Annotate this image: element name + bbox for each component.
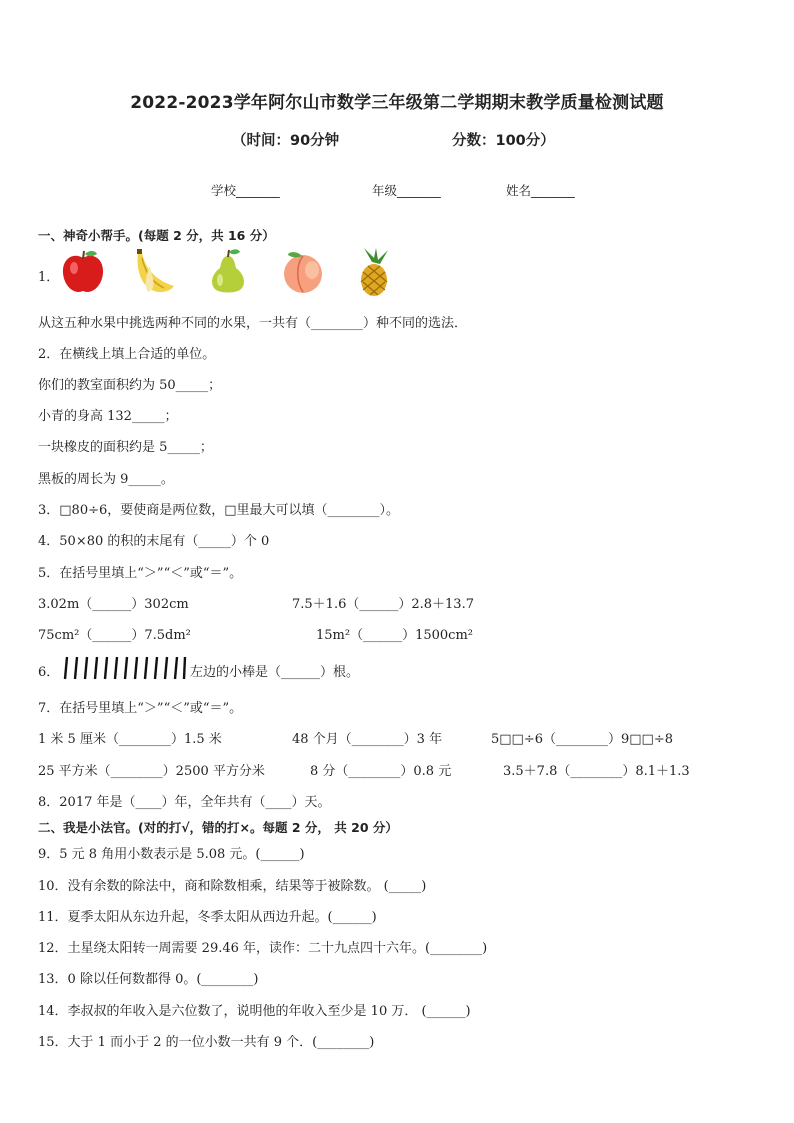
pineapple-icon [352,248,396,298]
question-11: 11．夏季太阳从东边升起，冬季太阳从西边升起。(______) [38,910,377,925]
question-2-b: 小青的身高 132_____； [38,409,178,424]
question-8: 8．2017 年是（____）年，全年共有（____）天。 [38,795,331,810]
question-3: 3．□80÷6，要使商是两位数，□里最大可以填（________）。 [38,503,400,518]
question-2-a: 你们的教室面积约为 50_____； [38,378,222,393]
question-4: 4．50×80 的积的末尾有（_____）个 0 [38,534,270,549]
question-15: 15．大于 1 而小于 2 的一位小数一共有 9 个．(________) [38,1035,375,1050]
question-7-b: 48 个月（________）3 年 [292,732,443,747]
question-7: 7．在括号里填上“＞”“＜”或“＝”。 [38,701,243,716]
pear-icon [206,248,250,296]
page-title: 2022-2023学年阿尔山市数学三年级第二学期期末教学质量检测试题 [130,93,664,113]
question-14: 14．李叔叔的年收入是六位数了，说明他的年收入至少是 10 万． (______) [38,1004,471,1019]
question-10: 10．没有余数的除法中，商和除数相乘，结果等于被除数。 (_____) [38,879,427,894]
question-5: 5．在括号里填上“＞”“＜”或“＝”。 [38,566,243,581]
score-info: 分数：100分） [452,133,555,149]
question-13: 13．0 除以任何数都得 0。(________) [38,972,259,987]
question-5-a: 3.02m（______）302cm [38,597,189,612]
question-7-c: 5□□÷6（________）9□□÷8 [491,732,674,747]
peach-icon [280,248,326,296]
question-7-d: 25 平方米（________）2500 平方分米 [38,764,265,779]
question-5-c: 75cm²（______）7.5dm² [38,628,191,643]
name-field: 姓名_______ [506,183,575,198]
section-2-heading: 二、我是小法官。(对的打√，错的打×。每题 2 分， 共 20 分） [38,820,398,835]
sticks-figure [62,655,187,681]
question-6-text: 左边的小棒是（______）根。 [190,665,360,680]
question-9: 9．5 元 8 角用小数表示是 5.08 元。(______) [38,847,305,862]
banana-icon [130,248,178,296]
question-1-number: 1． [38,270,60,285]
question-7-e: 8 分（________）0.8 元 [310,764,452,779]
question-6-number: 6． [38,665,60,680]
grade-field: 年级_______ [372,183,441,198]
question-5-d: 15m²（______）1500cm² [316,628,473,643]
question-1-text: 从这五种水果中挑选两种不同的水果，一共有（________）种不同的选法． [38,316,468,331]
section-1-heading: 一、神奇小帮手。(每题 2 分，共 16 分） [38,228,275,243]
question-2: 2．在横线上填上合适的单位。 [38,347,216,362]
question-7-f: 3.5＋7.8（________）8.1＋1.3 [503,764,690,779]
question-2-d: 黑板的周长为 9_____。 [38,472,174,487]
question-2-c: 一块橡皮的面积约是 5_____； [38,440,213,455]
question-12: 12．土星绕太阳转一周需要 29.46 年，读作：二十九点四十六年。(________) [38,941,488,956]
question-7-a: 1 米 5 厘米（________）1.5 米 [38,732,222,747]
apple-icon [60,248,106,296]
time-info: （时间：90分钟 [232,133,340,149]
question-5-b: 7.5＋1.6（______）2.8＋13.7 [292,597,474,612]
school-field: 学校_______ [211,183,280,198]
